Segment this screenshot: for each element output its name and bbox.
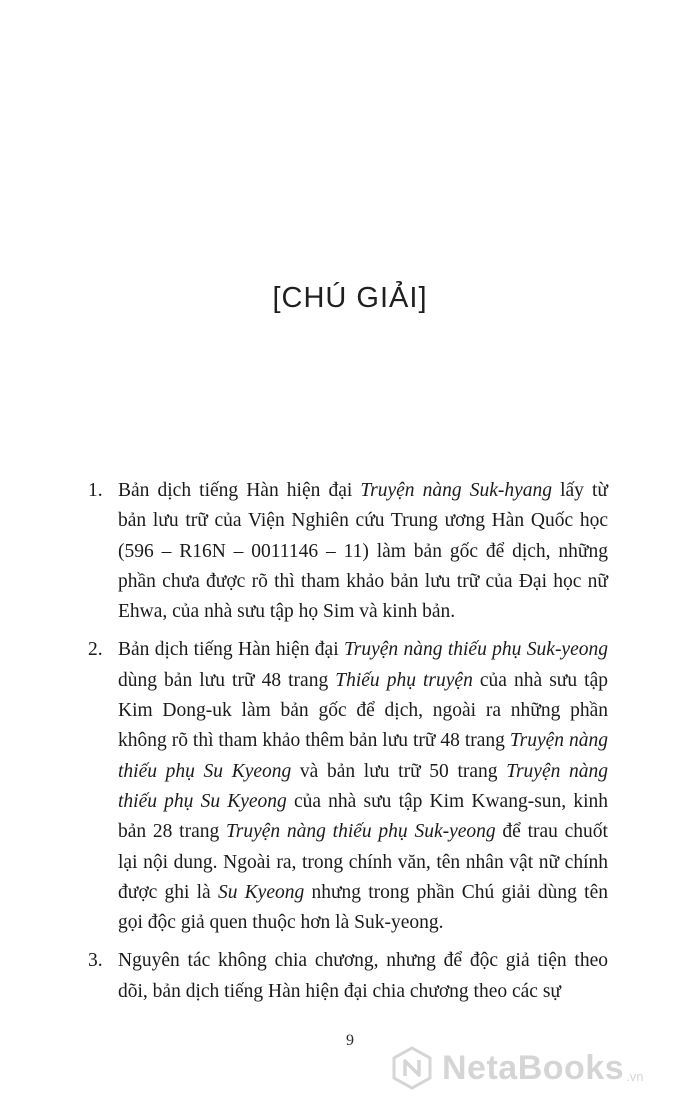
note-item [88,635,608,938]
note-text [118,950,608,1001]
note-text-run: Bản dịch tiếng Hàn hiện đại [118,480,361,501]
watermark [390,1044,643,1092]
page-number: 9 [346,1032,354,1049]
note-number: 1. [88,480,103,501]
note-item [88,476,608,627]
note-text-run: lấy từ bản lưu trữ của Viện Nghiên cứu Trung ương Hàn Quốc học (596 – R16N – 0011146 – 11) làm bản gốc để dịch, những phần chưa được rõ thì tham khảo bản lưu trữ của Đại học nữ Ehwa, của nhà sưu tập họ Sim và kinh bản. [118,480,608,623]
note-text-run: của nhà sưu tập Kim Kwang-sun, kinh bản 28 trang [118,790,608,843]
note-text-run: của nhà sưu tập Kim Dong-uk làm bản gốc để dịch, ngoài ra những phần không rõ thì tham khảo thêm bản lưu trữ 48 trang [118,669,608,752]
note-item [88,946,608,1007]
note-title-italic: Truyện nàng thiếu phụ Su Kyeong [118,730,608,782]
notes-list [88,476,608,1015]
note-title-italic: Truyện nàng Suk-hyang [360,480,553,501]
note-number: 3. [88,950,103,972]
note-title-italic: Truyện nàng thiếu phụ Suk-yeong [343,639,608,661]
page-title: [CHÚ GIẢI] [272,282,428,314]
note-title-italic: Thiếu phụ truyện [335,669,473,691]
note-title-italic: Su Kyeong [217,881,305,903]
note-title-italic: Truyện nàng thiếu phụ Suk-yeong [226,821,496,843]
note-text-run: dùng bản lưu trữ 48 trang [118,669,336,691]
note-number: 2. [88,639,103,661]
note-text-run: để trau chuốt lại nội dung. Ngoài ra, trong chính văn, tên nhân vật nữ chính được ghi là [118,821,608,903]
watermark-brand: NetaBooks [442,1048,625,1087]
note-text-run: nhưng trong phần Chú giải dùng tên gọi độc giả quen thuộc hơn là Suk-yeong. [118,881,608,934]
note-text-run: và bản lưu trữ 50 trang [291,760,507,782]
note-title-italic: Truyện nàng thiếu phụ Su Kyeong [118,760,609,812]
note-text [118,480,608,622]
note-text [118,639,608,933]
note-text-run: Bản dịch tiếng Hàn hiện đại [118,639,344,661]
watermark-suffix: .vn [626,1069,644,1084]
netabooks-logo-icon [390,1046,434,1090]
note-text-run: Nguyên tác không chia chương, nhưng để độc giả tiện theo dõi, bản dịch tiếng Hàn hiện đại chia chương theo các sự [118,950,608,1002]
